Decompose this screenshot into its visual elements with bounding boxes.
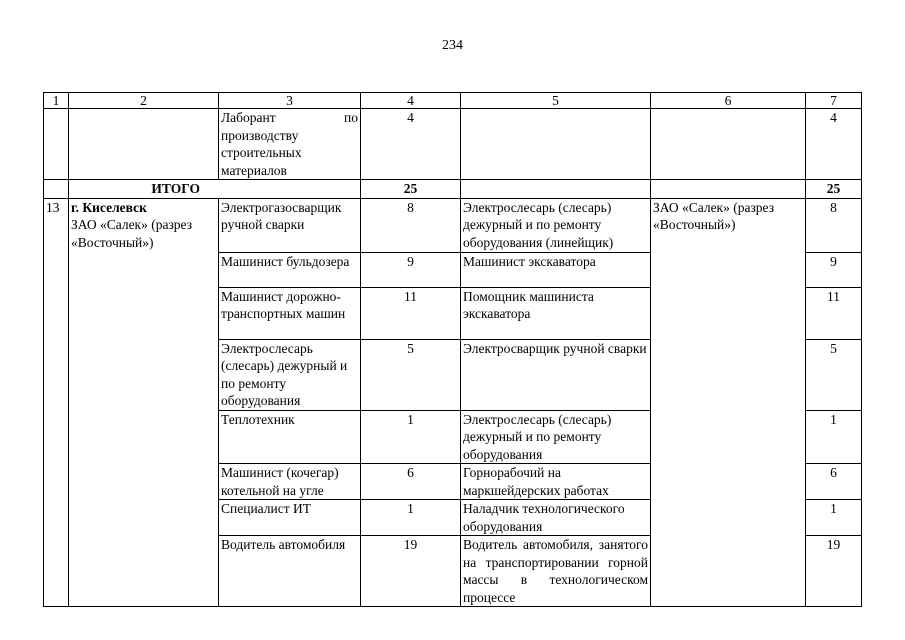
profession-cell-5: Водитель автомобиля, занятого на транспортировании горной массы в технологическом процессе xyxy=(461,536,651,607)
count-cell: 4 xyxy=(361,109,461,180)
table-row xyxy=(44,109,862,180)
count-total-cell: 1 xyxy=(806,500,862,536)
profession-cell: Лаборант по производству строительных материалов xyxy=(219,109,361,180)
employer-cell: ЗАО «Салек» (разрез «Восточный») xyxy=(651,198,806,607)
count-cell: 11 xyxy=(361,287,461,339)
profession-cell-5: Помощник машиниста экскаватора xyxy=(461,287,651,339)
profession-cell-5: Наладчик технологического оборудования xyxy=(461,500,651,536)
table-row xyxy=(44,198,862,252)
header-cell: 7 xyxy=(806,93,862,109)
profession-cell: Электрогазосварщик ручной сварки xyxy=(219,198,361,252)
count-total-cell: 5 xyxy=(806,339,862,410)
count-total-cell: 9 xyxy=(806,252,862,287)
profession-cell-5: Машинист экскаватора xyxy=(461,252,651,287)
profession-cell: Машинист бульдозера xyxy=(219,252,361,287)
profession-cell: Машинист дорожно-транспортных машин xyxy=(219,287,361,339)
header-cell: 6 xyxy=(651,93,806,109)
count-cell: 19 xyxy=(361,536,461,607)
count-cell: 9 xyxy=(361,252,461,287)
row-number: 13 xyxy=(44,198,69,607)
count-total-cell: 1 xyxy=(806,410,862,464)
count-cell: 6 xyxy=(361,464,461,500)
count-cell: 5 xyxy=(361,339,461,410)
header-cell: 3 xyxy=(219,93,361,109)
profession-cell: Водитель автомобиля xyxy=(219,536,361,607)
total-row xyxy=(44,180,862,199)
header-cell: 5 xyxy=(461,93,651,109)
profession-cell: Машинист (кочегар) котельной на угле xyxy=(219,464,361,500)
count-cell: 1 xyxy=(361,410,461,464)
profession-cell: Специалист ИТ xyxy=(219,500,361,536)
count-total-cell: 6 xyxy=(806,464,862,500)
header-cell: 4 xyxy=(361,93,461,109)
count-total-cell: 19 xyxy=(806,536,862,607)
profession-cell: Электрослесарь (слесарь) дежурный и по ремонту оборудования xyxy=(219,339,361,410)
count-total-cell: 4 xyxy=(806,109,862,180)
count-total-cell: 8 xyxy=(806,198,862,252)
page-number: 234 xyxy=(442,38,463,53)
total-count: 25 xyxy=(361,180,461,199)
count-total-cell: 11 xyxy=(806,287,862,339)
count-cell: 8 xyxy=(361,198,461,252)
profession-cell-5: Электросварщик ручной сварки xyxy=(461,339,651,410)
total-label: ИТОГО xyxy=(69,180,361,199)
organization-name: ЗАО «Салек» (разрез «Восточный») xyxy=(71,217,193,250)
header-cell: 1 xyxy=(44,93,69,109)
header-cell: 2 xyxy=(69,93,219,109)
profession-cell-5: Электрослесарь (слесарь) дежурный и по ремонту оборудования (линейщик) xyxy=(461,198,651,252)
organization-cell xyxy=(69,198,219,607)
profession-cell-5: Электрослесарь (слесарь) дежурный и по ремонту оборудования xyxy=(461,410,651,464)
staff-table xyxy=(43,92,862,607)
total-count-7: 25 xyxy=(806,180,862,199)
profession-cell: Теплотехник xyxy=(219,410,361,464)
city-name: г. Киселевск xyxy=(71,199,147,215)
profession-cell-5: Горнорабочий на маркшейдерских работах xyxy=(461,464,651,500)
table-header-row xyxy=(44,93,862,109)
count-cell: 1 xyxy=(361,500,461,536)
